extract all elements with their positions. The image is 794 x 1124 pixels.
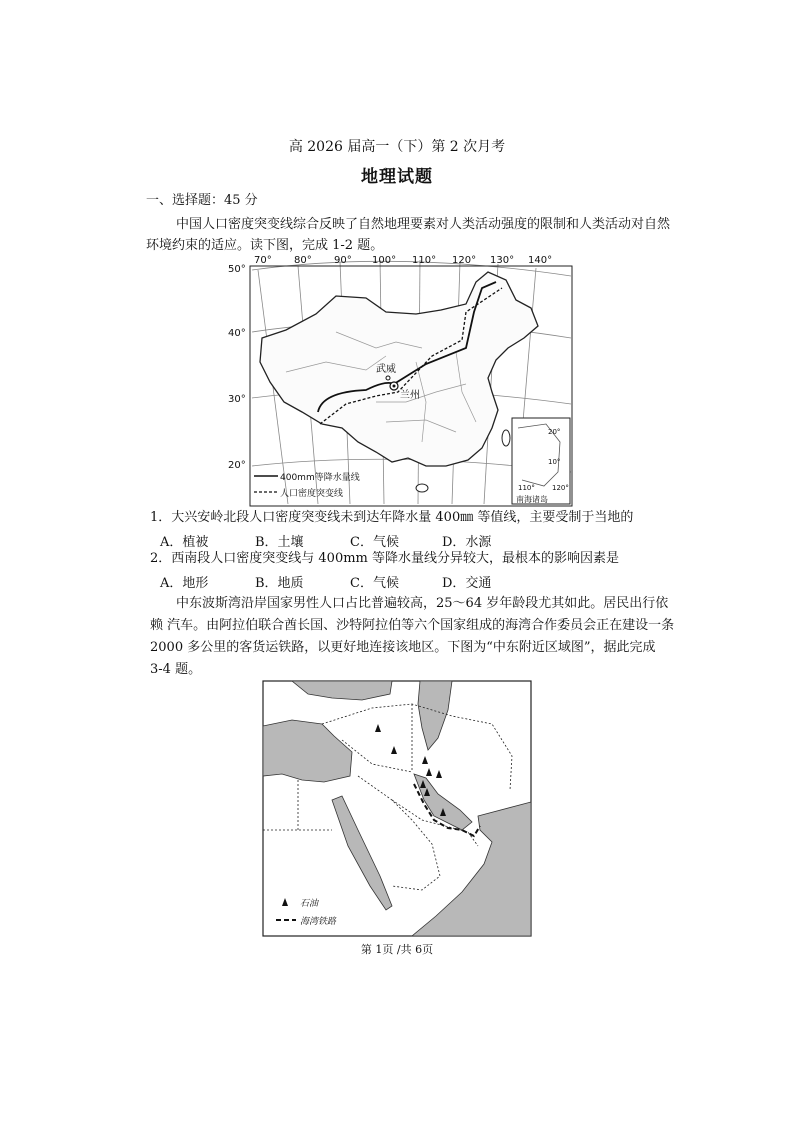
passage1-line1: 中国人口密度突变线综合反映了自然地理要素对人类活动强度的限制和人类活动对自然 — [176, 217, 671, 232]
lon-label: 100° — [372, 255, 397, 266]
section-heading: 一、选择题：45 分 — [146, 193, 258, 208]
lat-label: 40° — [228, 328, 246, 339]
legend-density-label: 人口密度突变线 — [280, 489, 344, 499]
legend-rail-label: 海湾铁路 — [300, 917, 337, 927]
q1-stem: 1．大兴安岭北段人口密度突变线未到达年降水量 400㎜ 等值线，主要受制于当地的 — [150, 510, 634, 525]
lon-label: 140° — [528, 255, 553, 266]
q1-option-b[interactable]: B．土壤 — [255, 535, 304, 550]
passage2-line4: 3-4 题。 — [150, 662, 202, 677]
passage1-line2: 环境约束的适应。读下图，完成 1-2 题。 — [146, 238, 384, 253]
page-footer: 第 1页 /共 6页 — [360, 943, 434, 956]
legend-oil-label: 石油 — [300, 899, 319, 909]
svg-text:110°: 110° — [518, 484, 535, 492]
svg-text:20°: 20° — [548, 428, 561, 436]
legend-rain-label: 400mm等降水量线 — [280, 473, 360, 483]
lon-label: 80° — [294, 255, 312, 266]
q1-option-d[interactable]: D．水源 — [442, 535, 492, 550]
q1-option-a[interactable]: A．植被 — [160, 535, 209, 550]
china-population-map — [226, 252, 576, 508]
lon-label: 130° — [490, 255, 515, 266]
lat-label: 20° — [228, 460, 246, 471]
passage2-line1: 中东波斯湾沿岸国家男性人口占比普遍较高，25～64 岁年龄段尤其如此。居民出行依 — [176, 596, 669, 611]
svg-text:10°: 10° — [548, 458, 561, 466]
q2-stem: 2．西南段人口密度突变线与 400mm 等降水量线分异较大，最根本的影响因素是 — [150, 551, 620, 566]
svg-text:120°: 120° — [552, 484, 569, 492]
lon-label: 90° — [334, 255, 352, 266]
passage2-line2: 赖 汽车。由阿拉伯联合酋长国、沙特阿拉伯等六个国家组成的海湾合作委员会正在建设一条 — [150, 618, 675, 633]
q2-option-a[interactable]: A．地形 — [160, 576, 209, 591]
lon-label: 120° — [452, 255, 477, 266]
passage2-line3: 2000 多公里的客货运铁路，以更好地连接该地区。下图为“中东附近区域图”，据此完成 — [150, 640, 656, 655]
q1-option-c[interactable]: C．气候 — [350, 535, 399, 550]
lat-label: 30° — [228, 394, 246, 405]
q2-option-b[interactable]: B．地质 — [255, 576, 304, 591]
q2-option-d[interactable]: D．交通 — [442, 576, 492, 591]
paper-title: 地理试题 — [361, 167, 433, 187]
middle-east-map — [262, 680, 532, 937]
lon-label: 110° — [412, 255, 437, 266]
lon-label: 70° — [254, 255, 272, 266]
lat-label: 50° — [228, 264, 246, 275]
city-lanzhou-label: 兰州 — [400, 390, 420, 401]
city-wuwei-label: 武威 — [376, 364, 396, 375]
q2-option-c[interactable]: C．气候 — [350, 576, 399, 591]
inset-caption: 南海诸岛 — [516, 495, 548, 504]
exam-header: 高 2026 届高一（下）第 2 次月考 — [288, 139, 506, 155]
